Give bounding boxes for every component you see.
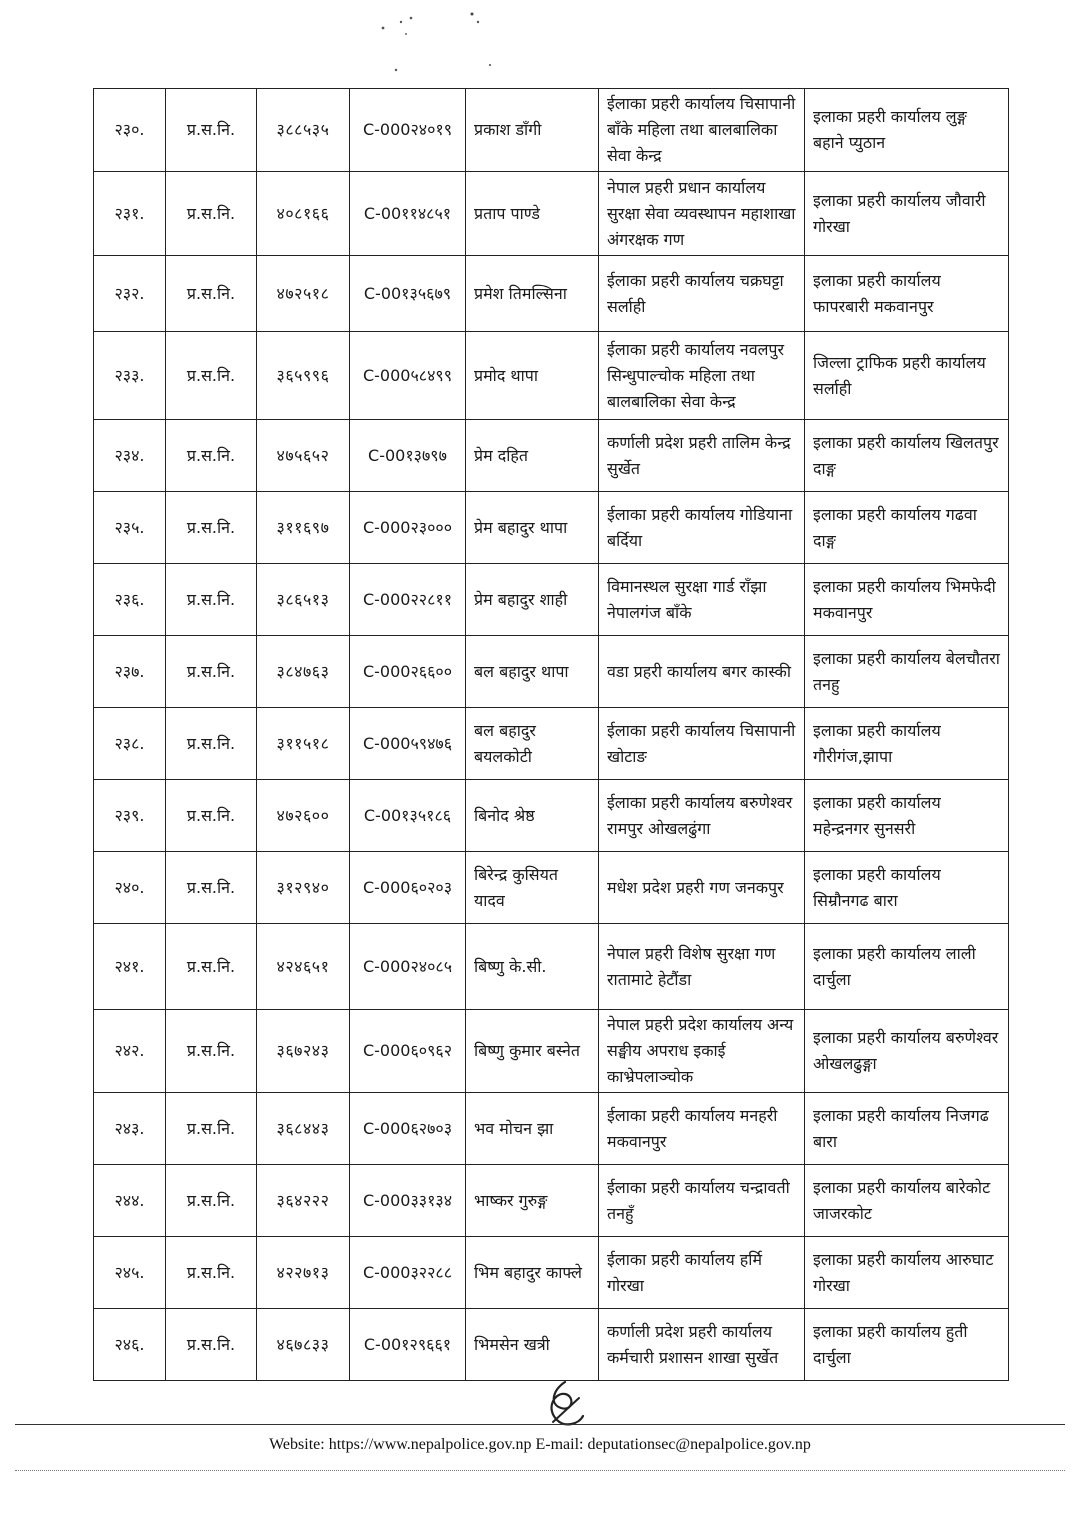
employee-id-cell: C-00१३७९७ [350,420,466,492]
rank-cell: प्र.स.नि. [166,852,257,924]
police-number-cell: ४२४६५१ [257,924,350,1010]
serial-number-cell: २४३. [94,1093,166,1165]
police-number-cell: ३६८४४३ [257,1093,350,1165]
name-cell: भिमसेन खत्री [466,1309,599,1381]
employee-id-cell: C-000६२७०३ [350,1093,466,1165]
serial-number-cell: २३७. [94,636,166,708]
name-cell: बिष्णु कुमार बस्नेत [466,1010,599,1093]
transfer-office-cell: इलाका प्रहरी कार्यालय लुङ्ग बहाने प्युठान [805,89,1009,172]
rank-cell: प्र.स.नि. [166,1237,257,1309]
serial-number-cell: २३०. [94,89,166,172]
table-row [94,780,1009,852]
employee-id-cell: C-00१३५१८६ [350,780,466,852]
current-office-cell: ईलाका प्रहरी कार्यालय चन्द्रावती तनहुँ [599,1165,805,1237]
current-office-cell: नेपाल प्रहरी प्रधान कार्यालय सुरक्षा सेवा व्यवस्थापन महाशाखा अंगरक्षक गण [599,172,805,256]
serial-number-cell: २४६. [94,1309,166,1381]
police-number-cell: ३६५९९६ [257,332,350,420]
police-number-cell: ३१२९४० [257,852,350,924]
employee-id-cell: C-00१२९६६१ [350,1309,466,1381]
current-office-cell: विमानस्थल सुरक्षा गार्ड राँझा नेपालगंज बाँके [599,564,805,636]
serial-number-cell: २३२. [94,256,166,332]
serial-number-cell: २३६. [94,564,166,636]
rank-cell: प्र.स.नि. [166,924,257,1010]
employee-id-cell: C-000२६६०० [350,636,466,708]
table-row [94,89,1009,172]
current-office-cell: मधेश प्रदेश प्रहरी गण जनकपुर [599,852,805,924]
current-office-cell: ईलाका प्रहरी कार्यालय बरुणेश्वर रामपुर ओखलढुंगा [599,780,805,852]
name-cell: प्रताप पाण्डे [466,172,599,256]
employee-id-cell: C-00१३५६७९ [350,256,466,332]
employee-id-cell: C-00११४८५१ [350,172,466,256]
table-row [94,852,1009,924]
police-number-cell: ३८६५१३ [257,564,350,636]
table-row [94,1093,1009,1165]
serial-number-cell: २३४. [94,420,166,492]
table-row [94,332,1009,420]
name-cell: बिष्णु के.सी. [466,924,599,1010]
table-row [94,1309,1009,1381]
name-cell: भिम बहादुर काफ्ले [466,1237,599,1309]
name-cell: प्रमोद थापा [466,332,599,420]
serial-number-cell: २३९. [94,780,166,852]
current-office-cell: ईलाका प्रहरी कार्यालय मनहरी मकवानपुर [599,1093,805,1165]
police-number-cell: ४७५६५२ [257,420,350,492]
transfer-office-cell: इलाका प्रहरी कार्यालय फापरबारी मकवानपुर [805,256,1009,332]
rank-cell: प्र.स.नि. [166,780,257,852]
table-row [94,172,1009,256]
current-office-cell: ईलाका प्रहरी कार्यालय नवलपुर सिन्धुपाल्चोक महिला तथा बालबालिका सेवा केन्द्र [599,332,805,420]
transfer-office-cell: इलाका प्रहरी कार्यालय निजगढ बारा [805,1093,1009,1165]
serial-number-cell: २४२. [94,1010,166,1093]
current-office-cell: ईलाका प्रहरी कार्यालय गोडियाना बर्दिया [599,492,805,564]
table-row [94,1237,1009,1309]
employee-id-cell: C-000६०२०३ [350,852,466,924]
transfer-office-cell: इलाका प्रहरी कार्यालय महेन्द्रनगर सुनसरी [805,780,1009,852]
employee-id-cell: C-000२४०१९ [350,89,466,172]
serial-number-cell: २४०. [94,852,166,924]
current-office-cell: कर्णाली प्रदेश प्रहरी कार्यालय कर्मचारी प्रशासन शाखा सुर्खेत [599,1309,805,1381]
table-row [94,564,1009,636]
table-row [94,492,1009,564]
employee-id-cell: C-000५८४९९ [350,332,466,420]
serial-number-cell: २४५. [94,1237,166,1309]
transfer-office-cell: इलाका प्रहरी कार्यालय आरुघाट गोरखा [805,1237,1009,1309]
transfer-office-cell: जिल्ला ट्राफिक प्रहरी कार्यालय सर्लाही [805,332,1009,420]
police-number-cell: ४२२७१३ [257,1237,350,1309]
transfer-office-cell: इलाका प्रहरी कार्यालय भिमफेदी मकवानपुर [805,564,1009,636]
serial-number-cell: २३३. [94,332,166,420]
police-number-cell: ३११५१८ [257,708,350,780]
footer-dotted-rule [15,1470,1065,1471]
rank-cell: प्र.स.नि. [166,636,257,708]
employee-id-cell: C-000३२२८८ [350,1237,466,1309]
table-row [94,708,1009,780]
rank-cell: प्र.स.नि. [166,1010,257,1093]
scan-specks [0,0,1080,90]
police-number-cell: ४७२५१८ [257,256,350,332]
current-office-cell: ईलाका प्रहरी कार्यालय चिसापानी बाँके महिला तथा बालबालिका सेवा केन्द्र [599,89,805,172]
serial-number-cell: २३१. [94,172,166,256]
transfer-office-cell: इलाका प्रहरी कार्यालय गौरीगंज,झापा [805,708,1009,780]
current-office-cell: कर्णाली प्रदेश प्रहरी तालिम केन्द्र सुर्खेत [599,420,805,492]
police-number-cell: ३११६९७ [257,492,350,564]
police-number-cell: ३८४७६३ [257,636,350,708]
rank-cell: प्र.स.नि. [166,332,257,420]
table-row [94,924,1009,1010]
transfer-office-cell: इलाका प्रहरी कार्यालय लाली दार्चुला [805,924,1009,1010]
name-cell: प्रेम दहित [466,420,599,492]
police-number-cell: ३६४२२२ [257,1165,350,1237]
table-row [94,420,1009,492]
table-body [94,89,1009,1381]
serial-number-cell: २४४. [94,1165,166,1237]
employee-id-cell: C-000३३१३४ [350,1165,466,1237]
transfer-office-cell: इलाका प्रहरी कार्यालय बेलचौतरा तनहु [805,636,1009,708]
table-row [94,1165,1009,1237]
name-cell: बिनोद श्रेष्ठ [466,780,599,852]
rank-cell: प्र.स.नि. [166,708,257,780]
current-office-cell: ईलाका प्रहरी कार्यालय हर्मि गोरखा [599,1237,805,1309]
serial-number-cell: २३८. [94,708,166,780]
table-row [94,1010,1009,1093]
current-office-cell: वडा प्रहरी कार्यालय बगर कास्की [599,636,805,708]
current-office-cell: ईलाका प्रहरी कार्यालय चिसापानी खोटाङ [599,708,805,780]
rank-cell: प्र.स.नि. [166,1093,257,1165]
transfer-table [93,88,1009,1381]
current-office-cell: नेपाल प्रहरी विशेष सुरक्षा गण रातामाटे हेटौंडा [599,924,805,1010]
transfer-office-cell: इलाका प्रहरी कार्यालय जौवारी गोरखा [805,172,1009,256]
rank-cell: प्र.स.नि. [166,1165,257,1237]
transfer-office-cell: इलाका प्रहरी कार्यालय हुती दार्चुला [805,1309,1009,1381]
footer-divider [15,1424,1065,1425]
name-cell: प्रमेश तिमल्सिना [466,256,599,332]
footer-contact: Website: https://www.nepalpolice.gov.np E-mail: deputationsec@nepalpolice.gov.np [269,1436,811,1453]
current-office-cell: ईलाका प्रहरी कार्यालय चक्रघट्टा सर्लाही [599,256,805,332]
rank-cell: प्र.स.नि. [166,256,257,332]
name-cell: भव मोचन झा [466,1093,599,1165]
rank-cell: प्र.स.नि. [166,564,257,636]
police-number-cell: ४०८१६६ [257,172,350,256]
employee-id-cell: C-000२४०८५ [350,924,466,1010]
police-number-cell: ४७२६०० [257,780,350,852]
employee-id-cell: C-000२२८११ [350,564,466,636]
name-cell: बिरेन्द्र कुसियत यादव [466,852,599,924]
rank-cell: प्र.स.नि. [166,420,257,492]
transfer-office-cell: इलाका प्रहरी कार्यालय बारेकोट जाजरकोट [805,1165,1009,1237]
employee-id-cell: C-000६०९६२ [350,1010,466,1093]
police-number-cell: ३८८५३५ [257,89,350,172]
transfer-office-cell: इलाका प्रहरी कार्यालय गढवा दाङ्ग [805,492,1009,564]
table-row [94,256,1009,332]
rank-cell: प्र.स.नि. [166,1309,257,1381]
name-cell: भाष्कर गुरुङ्ग [466,1165,599,1237]
rank-cell: प्र.स.नि. [166,492,257,564]
name-cell: प्रेम बहादुर थापा [466,492,599,564]
serial-number-cell: २४१. [94,924,166,1010]
employee-id-cell: C-000५९४७६ [350,708,466,780]
current-office-cell: नेपाल प्रहरी प्रदेश कार्यालय अन्य सङ्घीय अपराध इकाई काभ्रेपलाञ्चोक [599,1010,805,1093]
name-cell: प्रेम बहादुर शाही [466,564,599,636]
name-cell: प्रकाश डाँगी [466,89,599,172]
rank-cell: प्र.स.नि. [166,172,257,256]
employee-id-cell: C-000२३००० [350,492,466,564]
signature-mark [535,1378,595,1436]
name-cell: बल बहादुर थापा [466,636,599,708]
transfer-office-cell: इलाका प्रहरी कार्यालय खिलतपुर दाङ्ग [805,420,1009,492]
serial-number-cell: २३५. [94,492,166,564]
transfer-office-cell: इलाका प्रहरी कार्यालय सिम्रौनगढ बारा [805,852,1009,924]
police-number-cell: ४६७८३३ [257,1309,350,1381]
name-cell: बल बहादुर बयलकोटी [466,708,599,780]
rank-cell: प्र.स.नि. [166,89,257,172]
transfer-office-cell: इलाका प्रहरी कार्यालय बरुणेश्वर ओखलढुङ्गा [805,1010,1009,1093]
table-row [94,636,1009,708]
police-number-cell: ३६७२४३ [257,1010,350,1093]
